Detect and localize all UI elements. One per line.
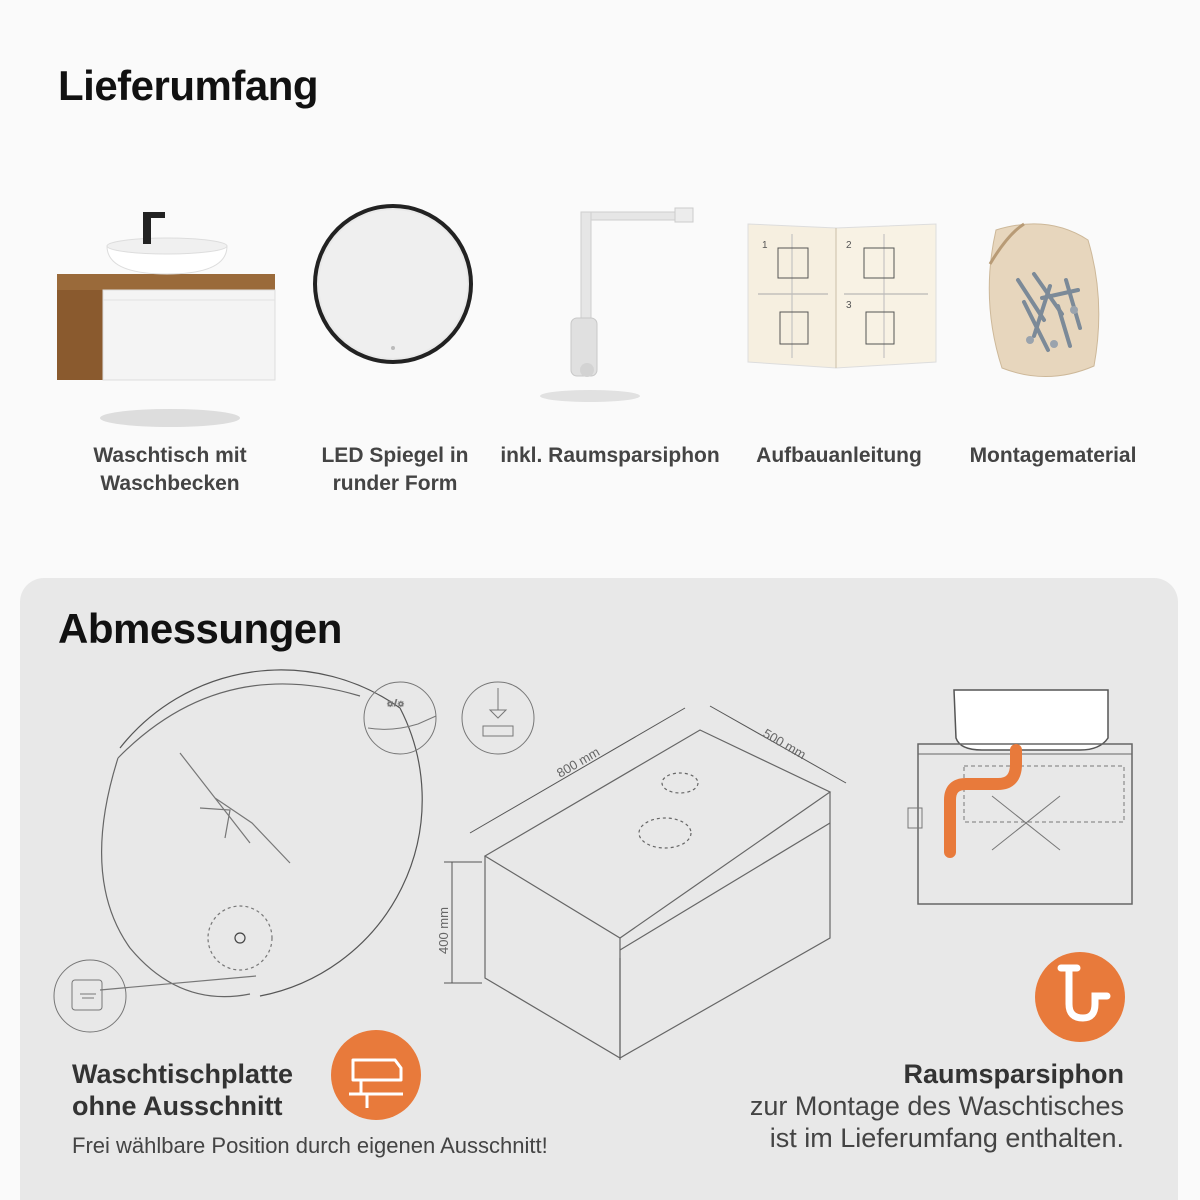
item-siphon [495, 190, 725, 520]
item-vanity-label: Waschtisch mit Waschbecken [93, 444, 247, 495]
manual-icon [724, 190, 954, 440]
siphon-icon [495, 190, 725, 440]
svg-text:☼/☼: ☼/☼ [386, 698, 405, 708]
siphon-pipe-icon [1035, 952, 1125, 1042]
power-socket-icon [54, 960, 126, 1032]
right-feature-title: Raumsparsiphon [903, 1059, 1124, 1089]
left-feature-title: Waschtischplatte ohne Ausschnitt [72, 1059, 294, 1121]
siphon-badge [1035, 952, 1125, 1042]
cabinet-drawing [485, 730, 830, 1060]
dimension-height: 400 mm [436, 907, 451, 954]
mirror-drawing [100, 670, 422, 997]
item-manual-label: Aufbauanleitung [756, 444, 922, 467]
item-mirror-label: LED Spiegel in runder Form [321, 444, 469, 495]
right-feature-text: zur Montage des Waschtisches ist im Lieferumfang enthalten. [749, 1091, 1124, 1153]
touch-switch-icon [364, 682, 436, 754]
jigsaw-icon [331, 1030, 421, 1120]
vanity-cabinet-icon [55, 190, 285, 440]
item-mirror [280, 190, 510, 520]
manual-step-3: 3 [846, 300, 852, 311]
dimension-depth: 500 mm [760, 725, 809, 763]
item-manual [724, 190, 954, 520]
manual-step-2: 2 [846, 240, 852, 251]
manual-step-1: 1 [762, 240, 768, 251]
item-siphon-label: inkl. Raumsparsiphon [500, 444, 720, 467]
item-vanity [55, 190, 285, 520]
section-title-abmessungen: Abmessungen [58, 605, 342, 652]
siphon-drawing [908, 690, 1132, 904]
item-hardware [938, 190, 1168, 520]
wall-plug-icon [462, 682, 534, 754]
jigsaw-badge [331, 1030, 421, 1120]
dimension-width: 800 mm [554, 744, 603, 781]
item-hardware-label: Montagematerial [969, 444, 1137, 467]
section-title-lieferumfang: Lieferumfang [58, 62, 319, 109]
delivery-items [0, 190, 1200, 520]
left-feature-text: Frei wählbare Position durch eigenen Ausschnitt! [72, 1133, 548, 1158]
round-mirror-icon [280, 190, 510, 440]
hardware-bag-icon [938, 190, 1168, 440]
